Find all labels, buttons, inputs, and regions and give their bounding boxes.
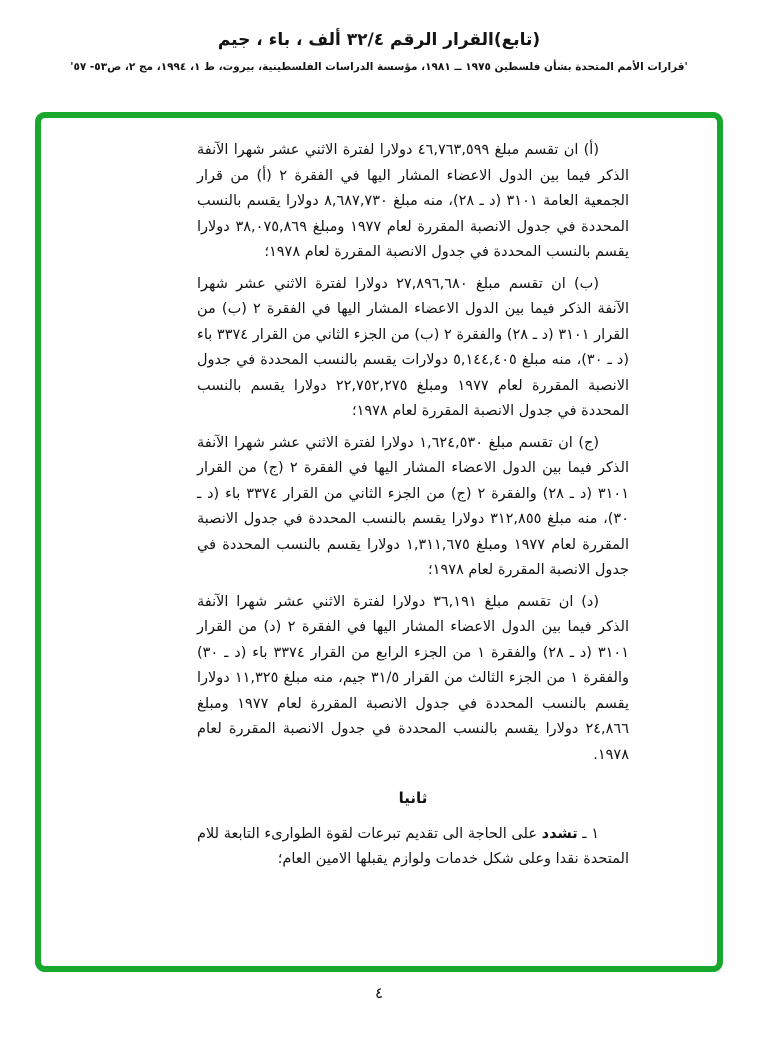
section-two-heading: ثانيا: [398, 789, 428, 807]
item-text: على الحاجة الى تقديم تبرعات لقوة الطوارىء التابعة للام المتحدة نقدا وعلى شكل خدمات ولوازم يقبلها الامين العام؛: [197, 825, 629, 867]
decision-body: [197, 138, 629, 879]
page-title: (تابع)القرار الرقم ٣٢/٤ ألف ، باء ، جيم: [217, 30, 541, 50]
source-citation: 'قرارات الأمم المتحدة بشأن فلسطين ١٩٧٥ ــ ١٩٨١، مؤسسة الدراسات الفلسطينية، بيروت، ط ١، ١٩٩٤، مج ٢، ص٥٣- ٥٧': [70, 61, 688, 73]
item-verb-bold: تشدد: [541, 825, 578, 842]
document-header: [0, 0, 758, 74]
decision-frame: [35, 112, 723, 972]
item-number: ١ ـ: [577, 825, 599, 842]
section-two-item-1: [197, 822, 629, 873]
decision-paragraph-d: (د) ان تقسم مبلغ ٣٦,١٩١ دولارا لفترة الاثني عشر شهرا الآنفة الذكر فيما بين الدول الاعضاء المشار اليها في الفقرة ٢ (د) من القرار ٣١٠١ (د ـ ٢٨) والفقرة ١ من الجزء الرابع من القرار ٣٣٧٤ باء (د ـ ٣٠) والفقرة ١ من الجزء الثالث من القرار ٣١/٥ جيم، منه مبلغ ١١,٣٢٥ دولارا يقسم بالنسب المحددة في جدول الانصبة المقررة لعام ١٩٧٧ ومبلغ ٢٤,٨٦٦ دولارا يقسم بالنسب المحددة في جدول الانصبة المقررة لعام ١٩٧٨.: [197, 593, 630, 763]
decision-paragraph-b: (ب) ان تقسم مبلغ ٢٧,٨٩٦,٦٨٠ دولارا لفترة الاثني عشر شهرا الآنفة الذكر فيما بين الدول الاعضاء المشار اليها في الفقرة ٢ (ب) من القرار ٣١٠١ (د ـ ٢٨) والفقرة ٢ (ب) من الجزء الثاني من القرار ٣٣٧٤ باء (د ـ ٣٠)، منه مبلغ ٥,١٤٤,٤٠٥ دولارات يقسم بالنسب المحددة في جدول الانصبة المقررة لعام ١٩٧٧ ومبلغ ٢٢,٧٥٢,٢٧٥ دولارا يقسم بالنسب المحددة في جدول الانصبة المقررة لعام ١٩٧٨؛: [197, 275, 629, 419]
page-number: ٤: [374, 984, 384, 1002]
decision-paragraph-a: (أ) ان تقسم مبلغ ٤٦,٧٦٣,٥٩٩ دولارا لفترة الاثني عشر شهرا الآنفة الذكر فيما بين الدول الاعضاء المشار اليها في الفقرة ٢ (أ) من قرار الجمعية العامة ٣١٠١ (د ـ ٢٨)، منه مبلغ ٨,٦٨٧,٧٣٠ دولارا يقسم بالنسب المحددة في جدول الانصبة المقررة لعام ١٩٧٧ ومبلغ ٣٨,٠٧٥,٨٦٩ دولارا يقسم بالنسب المحددة في جدول الانصبة المقررة لعام ١٩٧٨؛: [197, 142, 629, 260]
decision-paragraph-c: (ج) ان تقسم مبلغ ١,٦٢٤,٥٣٠ دولارا لفترة الاثني عشر شهرا الآنفة الذكر فيما بين الدول الاعضاء المشار اليها في الفقرة ٢ (ج) من القرار ٣١٠١ (د ـ ٢٨) والفقرة ٢ (ج) من الجزء الثاني من القرار ٣٣٧٤ باء (د ـ ٣٠)، منه مبلغ ٣١٢,٨٥٥ دولارا يقسم بالنسب المحددة في جدول الانصبة المقررة لعام ١٩٧٧ ومبلغ ١,٣١١,٦٧٥ دولارا يقسم بالنسب المحددة في جدول الانصبة المقررة لعام ١٩٧٨؛: [197, 434, 629, 578]
